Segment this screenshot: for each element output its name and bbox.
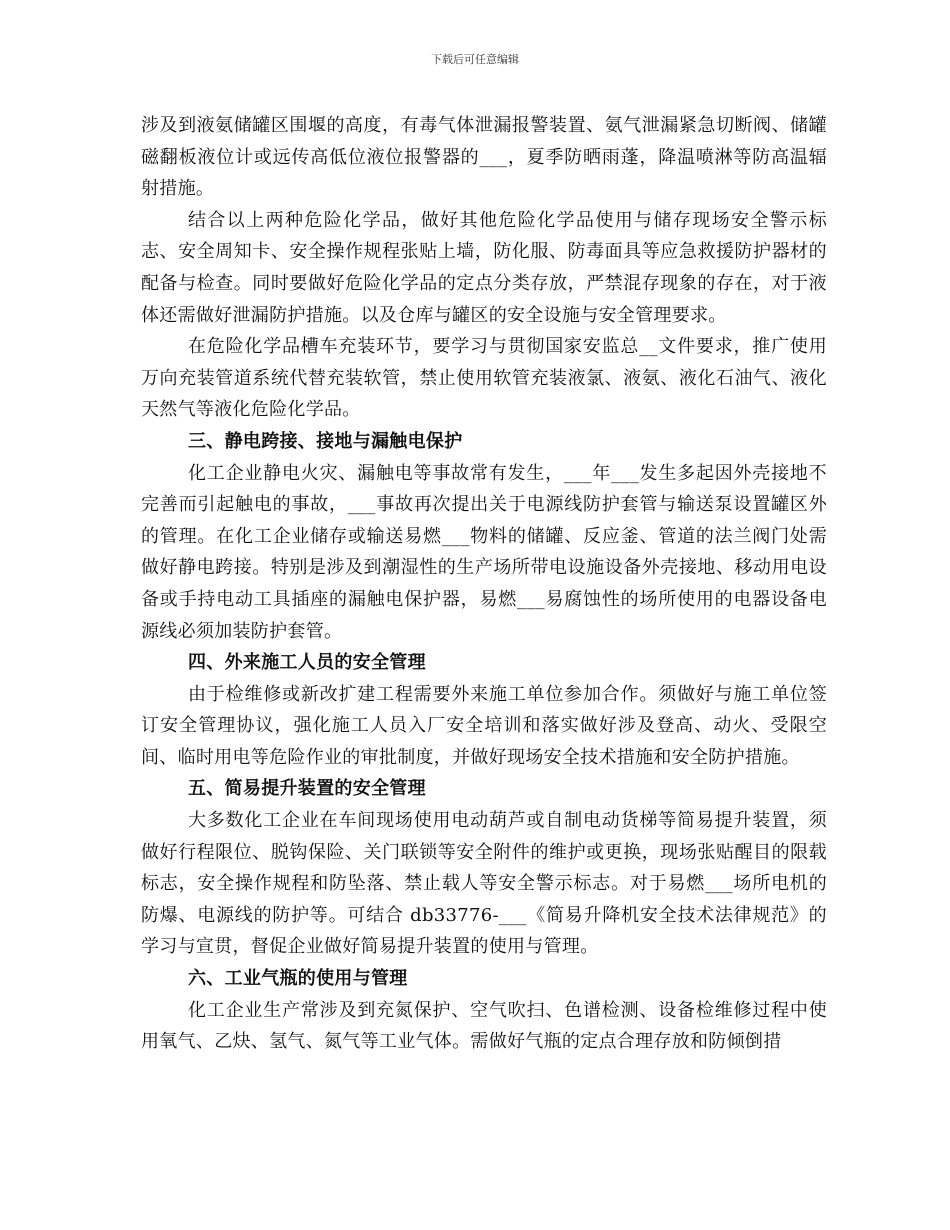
paragraph-ammonia-tank: 涉及到液氨储罐区围堰的高度，有毒气体泄漏报警装置、氨气泄漏紧急切断阀、储罐磁翻板液位计或远传高低位液位报警器的___，夏季防晒雨蓬，降温喷淋等防高温辐射措施。 <box>141 115 827 200</box>
section-heading-static-grounding: 三、静电跨接、接地与漏触电保护 <box>188 430 463 452</box>
paragraph-gas-cylinders: 化工企业生产常涉及到充氮保护、空气吹扫、色谱检测、设备检维修过程中使用氧气、乙炔、氢气、氮气等工业气体。需做好气瓶的定点合理存放和防倾倒措 <box>141 999 827 1053</box>
paragraph-other-chemicals: 结合以上两种危险化学品，做好其他危险化学品使用与储存现场安全警示标志、安全周知卡、安全操作规程张贴上墙，防化服、防毒面具等应急救援防护器材的配备与检查。同时要做好危险化学品的定点分类存放，严禁混存现象的存在，对于液体还需做好泄漏防护措施。以及仓库与罐区的安全设施与安全管理要求。 <box>141 209 827 326</box>
section-heading-contractors: 四、外来施工人员的安全管理 <box>188 652 426 674</box>
paragraph-static-grounding: 化工企业静电火灾、漏触电等事故常有发生，___年___发生多起因外壳接地不完善而引起触电的事故，___事故再次提出关于电源线防护套管与输送泵设置罐区外的管理。在化工企业储存或输送易燃___物料的储罐、反应釜、管道的法兰阀门处需做好静电跨接。特别是涉及到潮湿性的生产场所带电设施设备外壳接地、移动用电设备或手持电动工具插座的漏触电保护器，易燃___易腐蚀性的场所使用的电器设备电源线必须加装防护套管。 <box>141 462 827 642</box>
section-heading-gas-cylinders: 六、工业气瓶的使用与管理 <box>188 968 408 990</box>
paragraph-contractors: 由于检维修或新改扩建工程需要外来施工单位参加合作。须做好与施工单位签订安全管理协议，强化施工人员入厂安全培训和落实做好涉及登高、动火、受限空间、临时用电等危险作业的审批制度，并做好现场安全技术措施和安全防护措施。 <box>141 683 827 768</box>
paragraph-tank-truck-loading: 在危险化学品槽车充装环节，要学习与贯彻国家安监总__文件要求，推广使用万向充装管道系统代替充装软管，禁止使用软管充装液氯、液氨、液化石油气、液化天然气等液化危险化学品。 <box>141 336 827 421</box>
section-heading-hoists: 五、简易提升装置的安全管理 <box>188 778 426 800</box>
page-header-note: 下载后可任意编辑 <box>431 53 519 66</box>
document-body <box>141 110 827 1058</box>
paragraph-hoists: 大多数化工企业在车间现场使用电动葫芦或自制电动货梯等简易提升装置，须做好行程限位、脱钩保险、关门联锁等安全附件的维护或更换，现场张贴醒目的限载标志，安全操作规程和防坠落、禁止载人等安全警示标志。对于易燃___场所电机的防爆、电源线的防护等。可结合 db33776-___《简易升降机安全技术法律规范》的学习与宣贯，督促企业做好简易提升装置的使用与管理。 <box>141 810 827 958</box>
